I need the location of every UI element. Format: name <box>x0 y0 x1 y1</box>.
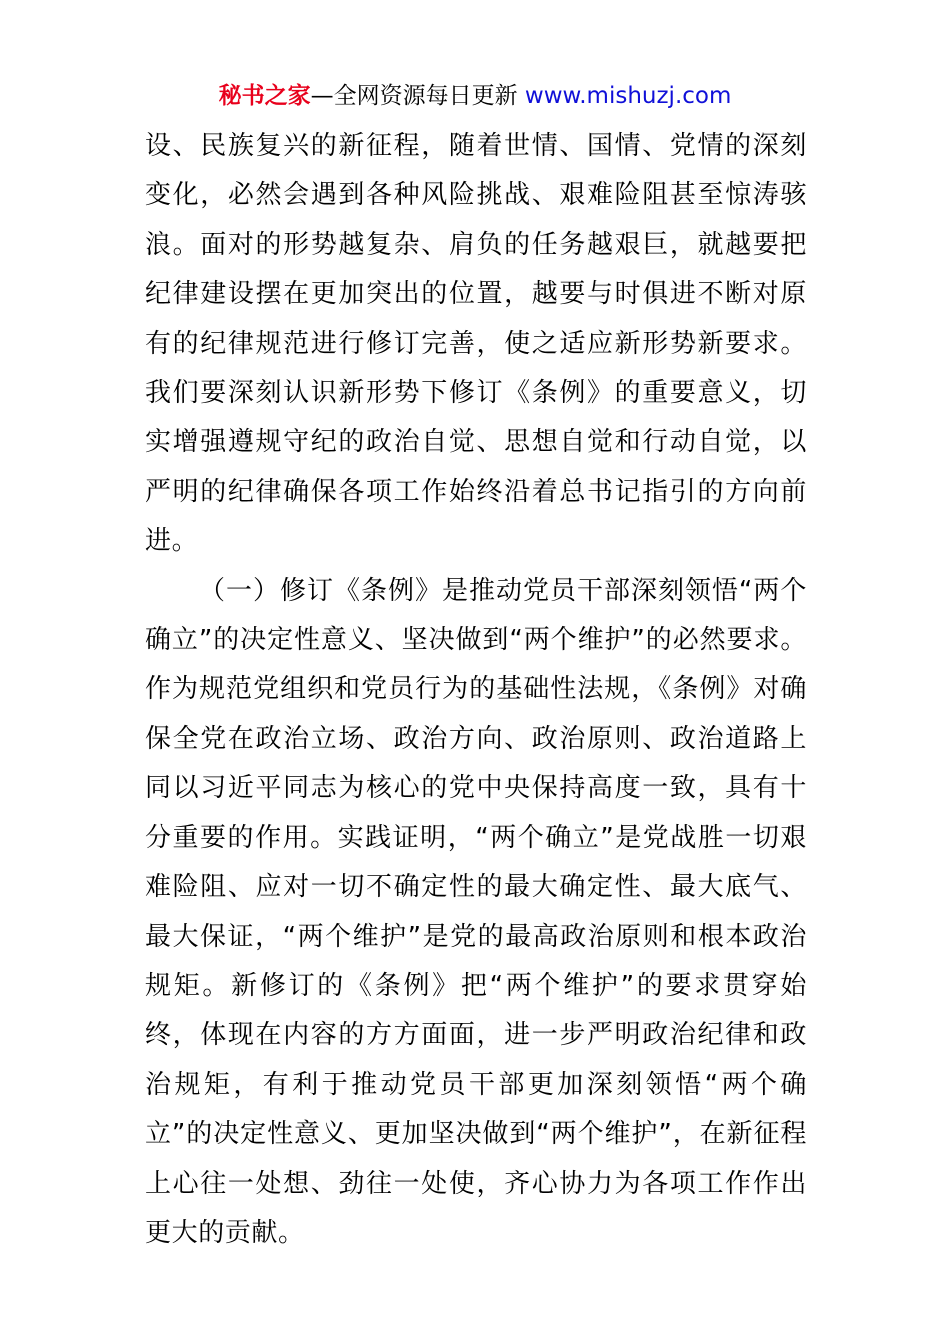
paragraph-continuation: 设、民族复兴的新征程，随着世情、国情、党情的深刻变化，必然会遇到各种风险挑战、艰难险阻甚至惊涛骇浪。面对的形势越复杂、肩负的任务越艰巨，就越要把纪律建设摆在更加突出的位置，越要与时俱进不断对原有的纪律规范进行修订完善，使之适应新形势新要求。我们要深刻认识新形势下修订《条例》的重要意义，切实增强遵规守纪的政治自觉、思想自觉和行动自觉，以严明的纪律确保各项工作始终沿着总书记指引的方向前进。 <box>145 131 807 557</box>
brand-name: 秘书之家 <box>218 83 311 109</box>
site-url-link[interactable]: www.mishuzj.com <box>524 83 732 109</box>
header-tagline: —全网资源每日更新 <box>310 83 518 109</box>
paragraph-section-one: （一）修订《条例》是推动党员干部深刻领悟“两个确立”的决定性意义、坚决做到“两个维护”的必然要求。作为规范党组织和党员行为的基础性法规，《条例》对确保全党在政治立场、政治方向、政治原则、政治道路上同以习近平同志为核心的党中央保持高度一致，具有十分重要的作用。实践证明，“两个确立”是党战胜一切艰难险阻、应对一切不确定性的最大确定性、最大底气、最大保证，“两个维护”是党的最高政治原则和根本政治规矩。新修订的《条例》把“两个维护”的要求贯穿始终，体现在内容的方方面面，进一步严明政治纪律和政治规矩，有利于推动党员干部更加深刻领悟“两个确立”的决定性意义、更加坚决做到“两个维护”，在新征程上心往一处想、劲往一处使，齐心协力为各项工作作出更大的贡献。 <box>145 575 807 1248</box>
document-body <box>145 122 807 1258</box>
page-header <box>0 80 950 112</box>
